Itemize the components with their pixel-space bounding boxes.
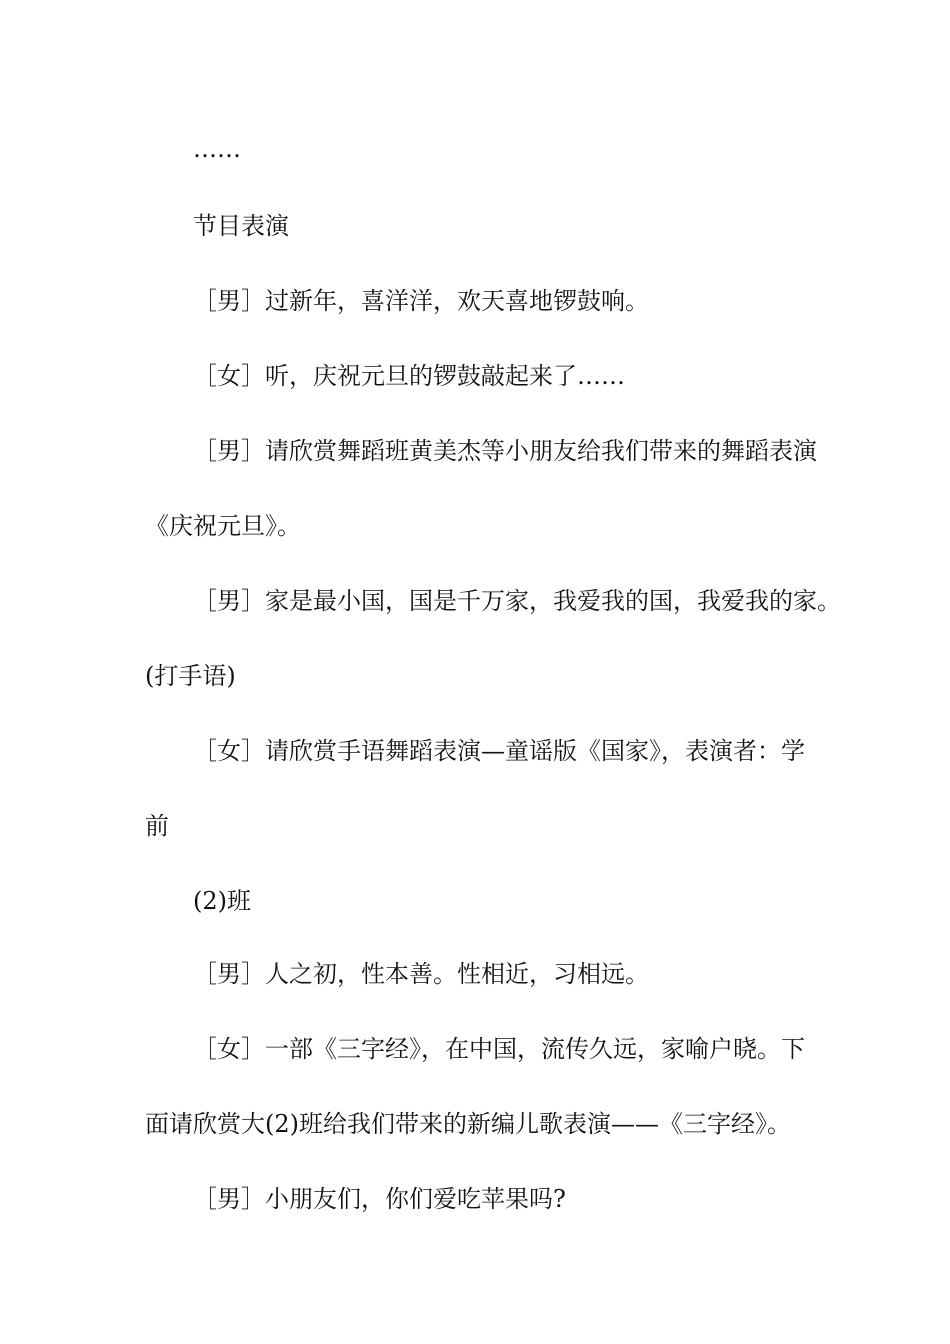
paragraph-line: ［男］请欣赏舞蹈班黄美杰等小朋友给我们带来的舞蹈表演 [193,437,817,465]
paragraph-line: (2)班 [193,887,251,915]
paragraph-continuation: 《庆祝元旦》。 [145,512,301,540]
paragraph-continuation: (打手语) [145,662,236,690]
paragraph-continuation: 前 [145,812,169,840]
paragraph-line: ［女］请欣赏手语舞蹈表演—童谣版《国家》，表演者：学 [193,737,805,765]
paragraph-line: ［男］家是最小国，国是千万家，我爱我的国，我爱我的家。 [193,587,841,615]
paragraph-line: ［女］听，庆祝元旦的锣鼓敲起来了…… [193,362,625,390]
ellipsis-line: …… [193,135,241,163]
paragraph-line: ［男］人之初，性本善。性相近，习相远。 [193,960,649,988]
section-heading: 节目表演 [193,212,289,240]
paragraph-line: ［女］一部《三字经》，在中国，流传久远，家喻户晓。下 [193,1035,805,1063]
paragraph-continuation: 面请欣赏大(2)班给我们带来的新编儿歌表演——《三字经》。 [145,1110,791,1138]
paragraph-line: ［男］小朋友们，你们爱吃苹果吗? [193,1185,566,1213]
paragraph-line: ［男］过新年，喜洋洋，欢天喜地锣鼓响。 [193,287,649,315]
